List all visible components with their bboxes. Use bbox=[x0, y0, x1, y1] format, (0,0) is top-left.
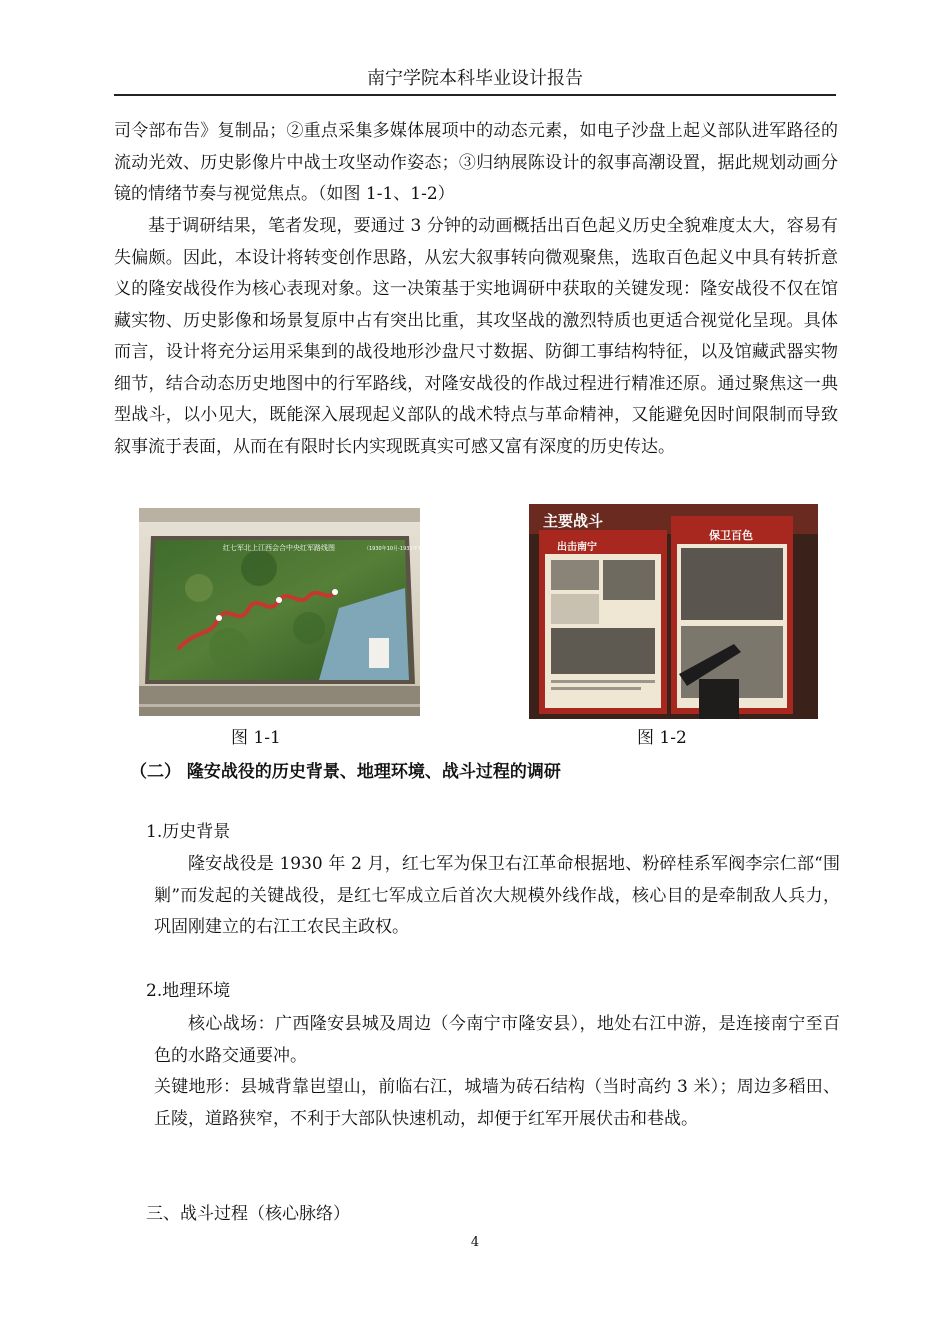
map-title-label: 红七军北上江西会合中央红军路线图 bbox=[223, 544, 335, 552]
panel-right-title: 保卫百色 bbox=[709, 529, 753, 542]
geography-core: 核心战场：广西隆安县城及周边（今南宁市隆安县），地处右江中游，是连接南宁至百色的水路交通要冲。 bbox=[154, 1014, 840, 1066]
section-heading: （二） 隆安战役的历史背景、地理环境、战斗过程的调研 bbox=[130, 762, 561, 782]
figure-exhibition-photo bbox=[529, 504, 818, 719]
page-header-title: 南宁学院本科毕业设计报告 bbox=[367, 68, 583, 89]
paragraph-continuation: 司令部布告》复制品；②重点采集多媒体展项中的动态元素，如电子沙盘上起义部队进军路径的流动光效、历史影像片中战士攻坚动作姿态；③归纳展陈设计的叙事高潮设置，据此规划动画分镜的情绪节奏与视觉焦点。（如图 1-1、1-2） bbox=[114, 121, 838, 204]
battle-title: 三、战斗过程（核心脉络） bbox=[146, 1204, 350, 1224]
history-title: 1.历史背景 bbox=[146, 822, 231, 842]
sand-table-illustration bbox=[139, 508, 431, 716]
map-subtitle-label: （1930年10月-1931年7月） bbox=[364, 546, 431, 552]
header-divider bbox=[114, 94, 836, 96]
figure-1-1-caption: 图 1-1 bbox=[231, 728, 281, 748]
page-number: 4 bbox=[470, 1235, 480, 1250]
geography-terrain: 关键地形：县城背靠岜望山，前临右江，城墙为砖石结构（当时高约 3 米）；周边多稻田、丘陵，道路狭窄，不利于大部队快速机动，却便于红军开展伏击和巷战。 bbox=[154, 1077, 840, 1129]
figure-sand-table-photo bbox=[139, 508, 431, 716]
figure-1-2-caption: 图 1-2 bbox=[637, 728, 687, 748]
exhibition-board-illustration bbox=[529, 504, 818, 719]
banner-text: 主要战斗 bbox=[543, 512, 604, 530]
panel-left-title: 出击南宁 bbox=[557, 542, 597, 553]
paragraph-research-result: 基于调研结果，笔者发现，要通过 3 分钟的动画概括出百色起义历史全貌难度太大，容易有失偏颇。因此，本设计将转变创作思路，从宏大叙事转向微观聚焦，选取百色起义中具有转折意义的隆安战役作为核心表现对象。这一决策基于实地调研中获取的关键发现：隆安战役不仅在馆藏实物、历史影像和场景复原中占有突出比重，其攻坚战的激烈特质也更适合视觉化呈现。具体而言，设计将充分运用采集到的战役地形沙盘尺寸数据、防御工事结构特征，以及馆藏武器实物细节，结合动态历史地图中的行军路线，对隆安战役的作战过程进行精准还原。通过聚焦这一典型战斗，以小见大，既能深入展现起义部队的战术特点与革命精神，又能避免因时间限制而导致叙事流于表面，从而在有限时长内实现既真实可感又富有深度的历史传达。 bbox=[114, 216, 838, 457]
history-body: 隆安战役是 1930 年 2 月，红七军为保卫右江革命根据地、粉碎桂系军阀李宗仁部“围剿”而发起的关键战役，是红七军成立后首次大规模外线作战，核心目的是牵制敌人兵力，巩固刚建立的右江工农民主政权。 bbox=[154, 854, 840, 937]
geography-title: 2.地理环境 bbox=[146, 981, 231, 1001]
